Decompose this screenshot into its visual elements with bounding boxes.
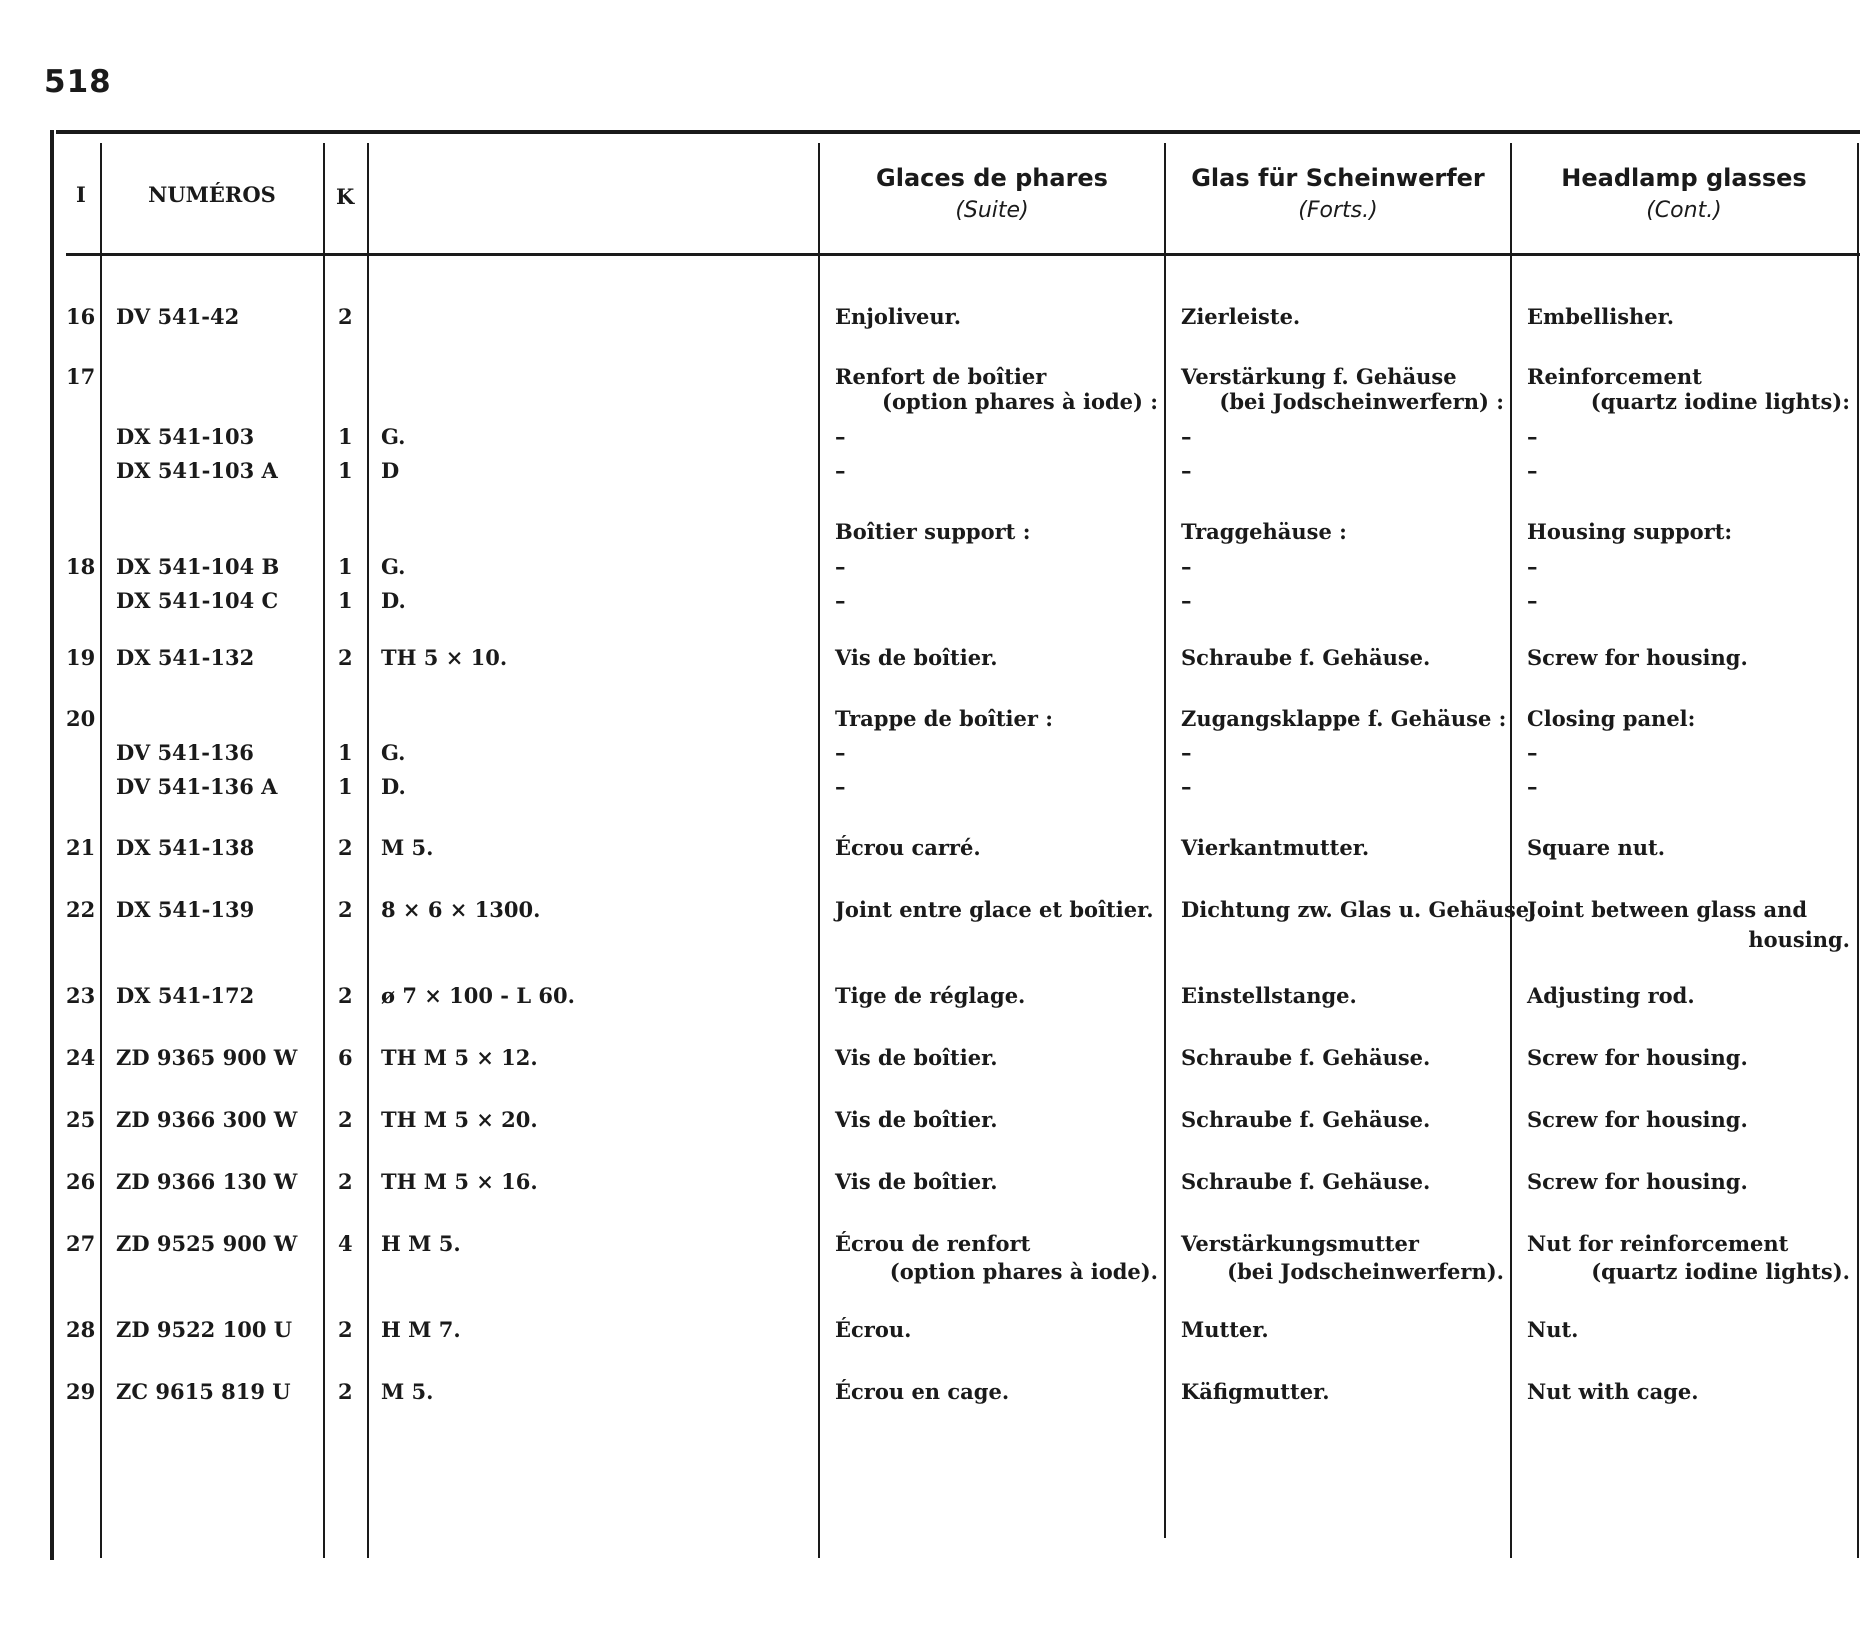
- quantity: 2: [338, 983, 353, 1008]
- specification: M 5.: [381, 835, 434, 860]
- row-index: 16: [66, 304, 96, 329]
- page-number: 518: [44, 64, 112, 100]
- description-fr: Renfort de boîtier: [835, 364, 1047, 389]
- description-de: Verstärkungsmutter: [1181, 1231, 1419, 1256]
- column-divider: [367, 143, 369, 1558]
- quantity: 2: [338, 1169, 353, 1194]
- description-fr: –: [835, 740, 846, 765]
- table-top-rule: [56, 130, 1860, 134]
- column-divider: [1164, 143, 1166, 1538]
- header-french-sub: (Suite): [955, 198, 1029, 223]
- header-english: [1512, 164, 1856, 223]
- part-number: DX 541-132: [116, 645, 255, 670]
- description-de: –: [1181, 774, 1192, 799]
- quantity: 1: [338, 458, 353, 483]
- description-de: –: [1181, 424, 1192, 449]
- description-fr: Écrou.: [835, 1317, 912, 1342]
- column-divider: [323, 143, 325, 1558]
- row-index: 20: [66, 706, 96, 731]
- specification: ø 7 × 100 - L 60.: [381, 983, 575, 1008]
- quantity: 2: [338, 304, 353, 329]
- description-fr: Enjoliveur.: [835, 304, 962, 329]
- quantity: 1: [338, 774, 353, 799]
- part-number: DX 541-104 B: [116, 554, 280, 579]
- row-index: 23: [66, 983, 96, 1008]
- part-number: DX 541-103: [116, 424, 255, 449]
- description-en: Nut for reinforcement: [1527, 1231, 1789, 1256]
- description-de: Schraube f. Gehäuse.: [1181, 645, 1431, 670]
- specification: M 5.: [381, 1379, 434, 1404]
- part-number: DX 541-103 A: [116, 458, 278, 483]
- description-de: –: [1181, 740, 1192, 765]
- header-numeros: NUMÉROS: [148, 182, 276, 207]
- quantity: 6: [338, 1045, 353, 1070]
- part-number: ZC 9615 819 U: [116, 1379, 291, 1404]
- specification: TH 5 × 10.: [381, 645, 508, 670]
- row-index: 29: [66, 1379, 96, 1404]
- specification: G.: [381, 740, 406, 765]
- description-en: –: [1527, 424, 1538, 449]
- description-en: Nut.: [1527, 1317, 1579, 1342]
- specification: H M 7.: [381, 1317, 461, 1342]
- description-de: Schraube f. Gehäuse.: [1181, 1107, 1431, 1132]
- specification: TH M 5 × 12.: [381, 1045, 538, 1070]
- description-de: Mutter.: [1181, 1317, 1269, 1342]
- description-en: –: [1527, 554, 1538, 579]
- description-en: –: [1527, 588, 1538, 613]
- description-de: –: [1181, 458, 1192, 483]
- description-fr: Vis de boîtier.: [835, 1107, 998, 1132]
- description-fr: –: [835, 588, 846, 613]
- row-index: 25: [66, 1107, 96, 1132]
- description-de: Schraube f. Gehäuse.: [1181, 1045, 1431, 1070]
- column-divider: [818, 143, 820, 1558]
- column-divider: [100, 143, 102, 1558]
- part-number: DV 541-136: [116, 740, 254, 765]
- description-de-continued: (bei Jodscheinwerfern).: [1227, 1259, 1504, 1284]
- description-fr: –: [835, 424, 846, 449]
- part-number: DV 541-136 A: [116, 774, 278, 799]
- description-de-continued: (bei Jodscheinwerfern) :: [1219, 389, 1504, 414]
- header-bottom-rule: [66, 253, 1860, 256]
- header-german-sub: (Forts.): [1298, 198, 1378, 223]
- description-en: –: [1527, 458, 1538, 483]
- description-de: Schraube f. Gehäuse.: [1181, 1169, 1431, 1194]
- header-index: I: [76, 182, 86, 207]
- part-number: DX 541-139: [116, 897, 255, 922]
- description-fr: Vis de boîtier.: [835, 1045, 998, 1070]
- row-index: 19: [66, 645, 96, 670]
- header-french: [820, 164, 1164, 223]
- specification: H M 5.: [381, 1231, 461, 1256]
- part-number: DX 541-172: [116, 983, 255, 1008]
- description-en: Closing panel:: [1527, 706, 1696, 731]
- description-de: Verstärkung f. Gehäuse: [1181, 364, 1457, 389]
- quantity: 2: [338, 1379, 353, 1404]
- description-fr: Boîtier support :: [835, 519, 1031, 544]
- description-en-continued: (quartz iodine lights):: [1590, 389, 1850, 414]
- quantity: 2: [338, 1317, 353, 1342]
- description-fr: Vis de boîtier.: [835, 1169, 998, 1194]
- description-en: Embellisher.: [1527, 304, 1675, 329]
- description-fr-continued: (option phares à iode) :: [882, 389, 1158, 414]
- description-en: Housing support:: [1527, 519, 1733, 544]
- quantity: 1: [338, 740, 353, 765]
- header-english-title: Headlamp glasses: [1561, 164, 1807, 192]
- quantity: 1: [338, 588, 353, 613]
- row-index: 28: [66, 1317, 96, 1342]
- description-en: Square nut.: [1527, 835, 1666, 860]
- description-de: –: [1181, 588, 1192, 613]
- description-en: Reinforcement: [1527, 364, 1702, 389]
- quantity: 2: [338, 645, 353, 670]
- description-de: Zierleiste.: [1181, 304, 1301, 329]
- quantity: 2: [338, 1107, 353, 1132]
- table-left-border: [50, 130, 54, 1560]
- description-en: Adjusting rod.: [1527, 983, 1695, 1008]
- part-number: ZD 9366 300 W: [116, 1107, 298, 1132]
- header-german-title: Glas für Scheinwerfer: [1191, 164, 1485, 192]
- description-en: –: [1527, 740, 1538, 765]
- part-number: DX 541-104 C: [116, 588, 279, 613]
- description-de: Traggehäuse :: [1181, 519, 1347, 544]
- specification: 8 × 6 × 1300.: [381, 897, 541, 922]
- description-en: Nut with cage.: [1527, 1379, 1699, 1404]
- part-number: DX 541-138: [116, 835, 255, 860]
- description-fr: Joint entre glace et boîtier.: [835, 897, 1154, 922]
- description-en: Screw for housing.: [1527, 1107, 1748, 1132]
- specification: TH M 5 × 16.: [381, 1169, 538, 1194]
- header-french-title: Glaces de phares: [876, 164, 1108, 192]
- description-en: –: [1527, 774, 1538, 799]
- description-de: Zugangsklappe f. Gehäuse :: [1181, 706, 1507, 731]
- row-index: 22: [66, 897, 96, 922]
- specification: TH M 5 × 20.: [381, 1107, 538, 1132]
- description-fr: –: [835, 774, 846, 799]
- quantity: 2: [338, 897, 353, 922]
- quantity: 1: [338, 424, 353, 449]
- part-number: ZD 9525 900 W: [116, 1231, 298, 1256]
- row-index: 27: [66, 1231, 96, 1256]
- part-number: ZD 9366 130 W: [116, 1169, 298, 1194]
- description-fr: –: [835, 554, 846, 579]
- row-index: 17: [66, 364, 96, 389]
- row-index: 24: [66, 1045, 96, 1070]
- description-en: Screw for housing.: [1527, 645, 1748, 670]
- description-de: Käfigmutter.: [1181, 1379, 1330, 1404]
- part-number: DV 541-42: [116, 304, 240, 329]
- column-divider: [1857, 143, 1859, 1558]
- description-fr: –: [835, 458, 846, 483]
- description-en-continued: housing.: [1748, 927, 1850, 952]
- part-number: ZD 9522 100 U: [116, 1317, 293, 1342]
- description-fr: Écrou carré.: [835, 835, 981, 860]
- row-index: 26: [66, 1169, 96, 1194]
- specification: G.: [381, 554, 406, 579]
- description-fr: Trappe de boîtier :: [835, 706, 1053, 731]
- description-fr: Écrou en cage.: [835, 1379, 1010, 1404]
- description-de: Dichtung zw. Glas u. Gehäuse.: [1181, 897, 1537, 922]
- description-fr: Tige de réglage.: [835, 983, 1026, 1008]
- quantity: 4: [338, 1231, 353, 1256]
- header-english-sub: (Cont.): [1646, 198, 1722, 223]
- quantity: 1: [338, 554, 353, 579]
- specification: D.: [381, 774, 406, 799]
- description-en-continued: (quartz iodine lights).: [1591, 1259, 1850, 1284]
- specification: D.: [381, 588, 406, 613]
- header-k: K: [336, 184, 355, 209]
- description-en: Joint between glass and: [1527, 897, 1808, 922]
- row-index: 18: [66, 554, 96, 579]
- column-divider: [1510, 143, 1512, 1558]
- description-de: –: [1181, 554, 1192, 579]
- description-en: Screw for housing.: [1527, 1045, 1748, 1070]
- description-de: Vierkantmutter.: [1181, 835, 1370, 860]
- specification: G.: [381, 424, 406, 449]
- specification: D: [381, 458, 400, 483]
- description-en: Screw for housing.: [1527, 1169, 1748, 1194]
- row-index: 21: [66, 835, 96, 860]
- part-number: ZD 9365 900 W: [116, 1045, 298, 1070]
- description-de: Einstellstange.: [1181, 983, 1357, 1008]
- header-german: [1166, 164, 1510, 223]
- description-fr-continued: (option phares à iode).: [889, 1259, 1158, 1284]
- description-fr: Vis de boîtier.: [835, 645, 998, 670]
- description-fr: Écrou de renfort: [835, 1231, 1031, 1256]
- quantity: 2: [338, 835, 353, 860]
